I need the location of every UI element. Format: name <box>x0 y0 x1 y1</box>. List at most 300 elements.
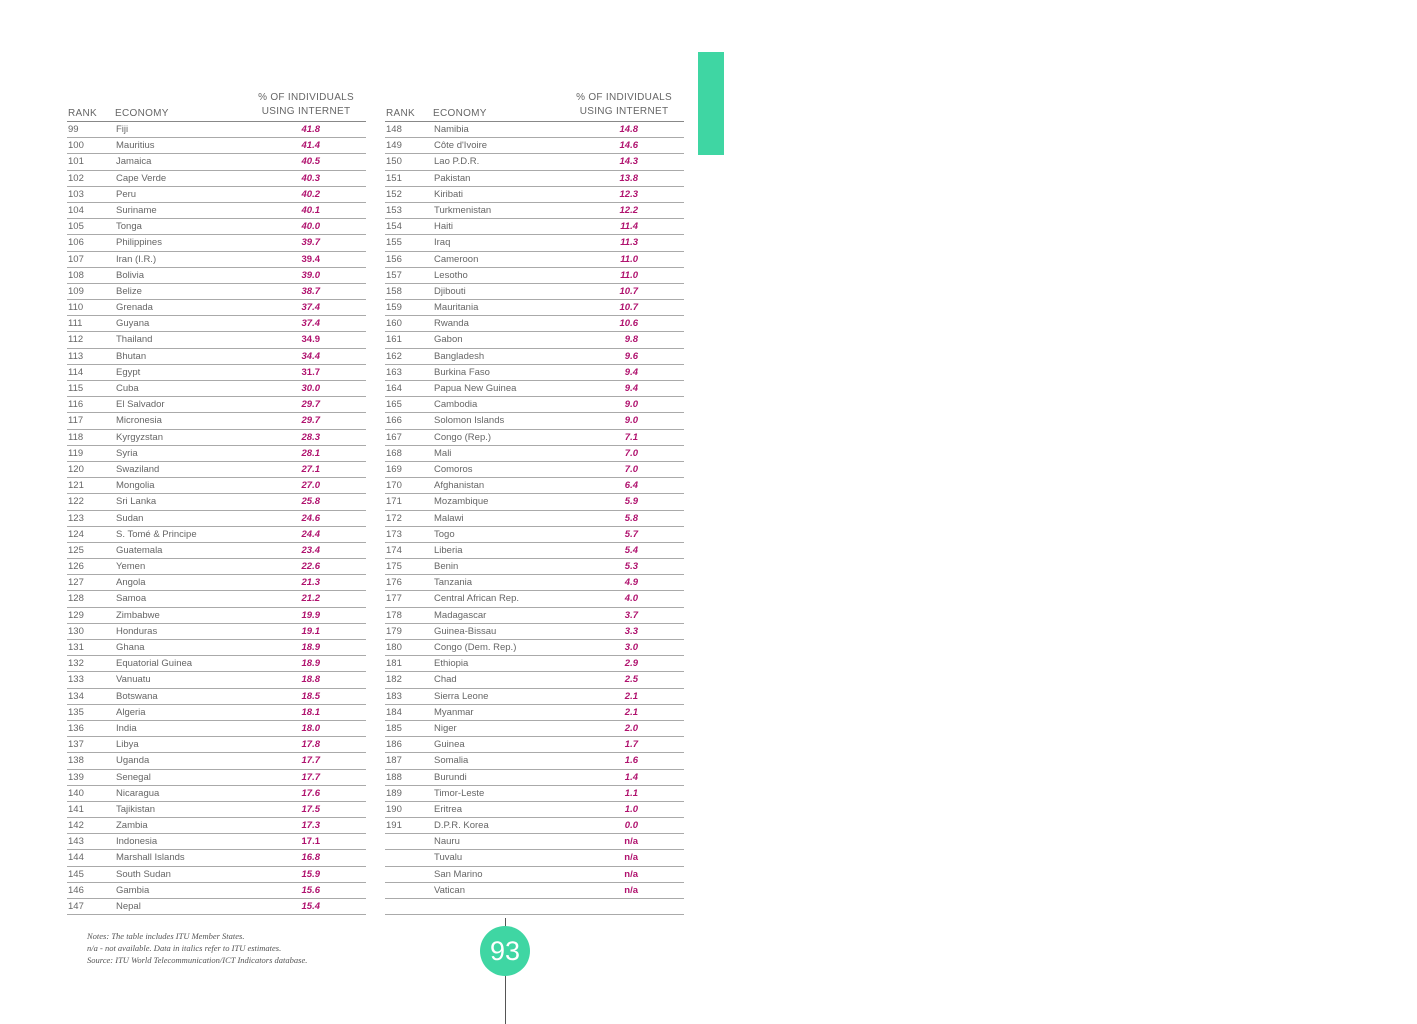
value-cell: 40.3 <box>301 172 320 184</box>
value-cell: 1.0 <box>624 803 638 815</box>
rank-cell: 148 <box>386 124 402 135</box>
table-row <box>385 543 684 559</box>
economy-cell: Peru <box>116 188 137 200</box>
rank-cell: 157 <box>386 269 402 281</box>
value-cell: 0.0 <box>624 820 638 832</box>
economy-cell: Senegal <box>116 771 151 783</box>
economy-cell: Solomon Islands <box>434 415 505 427</box>
value-cell: 12.3 <box>619 188 638 200</box>
value-cell: 6.4 <box>624 480 638 492</box>
table-row <box>385 268 684 284</box>
value-cell: 21.3 <box>301 577 320 589</box>
rank-cell: 153 <box>386 204 402 216</box>
rank-cell: 117 <box>68 415 84 427</box>
rank-cell: 185 <box>386 722 402 734</box>
table-row <box>385 365 684 381</box>
rank-cell: 127 <box>68 577 84 589</box>
rank-cell: 145 <box>68 868 84 880</box>
right-table-body <box>385 122 684 915</box>
economy-cell: Ethiopia <box>434 658 469 670</box>
left-table <box>67 92 366 915</box>
economy-cell: Afghanistan <box>434 480 485 492</box>
value-cell: 34.9 <box>301 334 320 346</box>
rank-cell: 168 <box>386 447 402 459</box>
rank-cell: 146 <box>68 884 84 896</box>
rank-cell: 108 <box>68 269 84 281</box>
table-row <box>385 624 684 640</box>
value-cell: 14.6 <box>619 140 638 152</box>
value-cell: 40.1 <box>301 204 320 216</box>
table-row <box>385 802 684 818</box>
rank-cell: 171 <box>386 496 402 508</box>
rank-cell: 184 <box>386 706 402 718</box>
value-cell: 5.4 <box>624 544 638 556</box>
economy-cell: Cape Verde <box>116 172 167 184</box>
table-row <box>385 235 684 251</box>
table-row <box>67 591 366 607</box>
table-row <box>67 689 366 705</box>
economy-cell: Zimbabwe <box>116 609 160 621</box>
economy-cell: Guyana <box>116 318 150 330</box>
rank-cell: 178 <box>386 609 402 621</box>
value-cell: 7.0 <box>624 463 638 475</box>
economy-cell: Thailand <box>116 334 153 346</box>
economy-cell: El Salvador <box>116 399 165 411</box>
table-row <box>385 753 684 769</box>
table-row <box>385 381 684 397</box>
rank-cell: 132 <box>68 658 84 670</box>
value-cell: 24.6 <box>301 512 320 524</box>
table-row <box>67 203 366 219</box>
value-cell: 18.1 <box>301 706 320 718</box>
value-cell: 15.9 <box>301 868 320 880</box>
table-row <box>67 543 366 559</box>
value-cell: 39.4 <box>301 253 320 265</box>
economy-cell: Belize <box>116 285 142 297</box>
economy-cell: Nauru <box>434 836 460 848</box>
table-row <box>385 430 684 446</box>
rank-cell: 114 <box>68 366 84 378</box>
rank-cell: 190 <box>386 803 402 815</box>
rank-cell: 123 <box>68 512 84 524</box>
economy-cell: Mozambique <box>434 496 489 508</box>
value-cell: 4.9 <box>624 577 638 589</box>
table-row <box>385 203 684 219</box>
value-cell: 11.0 <box>620 269 638 281</box>
table-row <box>385 349 684 365</box>
rank-cell: 147 <box>68 901 84 912</box>
rank-cell: 107 <box>68 253 84 265</box>
table-row <box>67 268 366 284</box>
economy-cell: Sierra Leone <box>434 690 489 702</box>
rank-cell: 180 <box>386 642 402 653</box>
header-economy: ECONOMY <box>433 108 487 119</box>
rank-cell: 182 <box>386 674 402 686</box>
economy-cell: Fiji <box>116 124 129 135</box>
economy-cell: Tajikistan <box>116 803 156 815</box>
economy-cell: Mongolia <box>116 480 155 492</box>
economy-cell: Nepal <box>116 901 141 912</box>
economy-cell: Guinea-Bissau <box>434 625 497 637</box>
economy-cell: Turkmenistan <box>434 204 492 216</box>
rank-cell: 135 <box>68 706 84 718</box>
table-row <box>385 899 684 915</box>
rank-cell: 179 <box>386 625 402 637</box>
table-row <box>385 332 684 348</box>
rank-cell: 139 <box>68 771 84 783</box>
economy-cell: Jamaica <box>116 156 152 168</box>
table-row <box>67 349 366 365</box>
value-cell: 18.0 <box>301 722 320 734</box>
value-cell: 17.6 <box>301 787 320 799</box>
rank-cell: 118 <box>68 431 84 443</box>
economy-cell: Nicaragua <box>116 787 160 799</box>
rank-cell: 160 <box>386 318 402 330</box>
value-cell: 29.7 <box>301 415 320 427</box>
table-row <box>385 770 684 786</box>
value-cell: n/a <box>624 884 638 896</box>
economy-cell: Gambia <box>116 884 150 896</box>
value-cell: 9.0 <box>624 415 638 427</box>
economy-cell: Rwanda <box>434 318 469 330</box>
rank-cell: 151 <box>386 172 402 184</box>
value-cell: 29.7 <box>301 399 320 411</box>
rank-cell: 122 <box>68 496 84 508</box>
table-row <box>385 154 684 170</box>
economy-cell: Guinea <box>434 739 465 751</box>
table-row <box>67 899 366 915</box>
value-cell: 40.0 <box>301 221 320 233</box>
value-cell: 9.6 <box>624 350 638 362</box>
rank-cell: 174 <box>386 544 402 556</box>
economy-cell: Comoros <box>434 463 473 475</box>
table-row <box>67 219 366 235</box>
rank-cell: 102 <box>68 172 84 184</box>
value-cell: 30.0 <box>301 383 320 394</box>
rank-cell: 115 <box>68 383 84 394</box>
rank-cell: 140 <box>68 787 84 799</box>
left-table-body <box>67 122 366 915</box>
economy-cell: Cambodia <box>434 399 478 411</box>
economy-cell: Tanzania <box>434 577 473 589</box>
value-cell: 23.4 <box>301 544 320 556</box>
value-cell: 9.8 <box>624 334 638 346</box>
table-row <box>67 624 366 640</box>
economy-cell: Yemen <box>116 561 146 573</box>
economy-cell: Syria <box>116 447 138 459</box>
economy-cell: Papua New Guinea <box>434 383 517 394</box>
table-row <box>385 527 684 543</box>
value-cell: 41.8 <box>301 124 320 135</box>
value-cell: 15.6 <box>301 884 320 896</box>
rank-cell: 143 <box>68 836 84 848</box>
table-row <box>67 770 366 786</box>
table-row <box>67 154 366 170</box>
rank-cell: 166 <box>386 415 402 427</box>
rank-cell: 136 <box>68 722 84 734</box>
economy-cell: D.P.R. Korea <box>434 820 489 832</box>
table-row <box>67 316 366 332</box>
economy-cell: Madagascar <box>434 609 487 621</box>
economy-cell: Zambia <box>116 820 148 832</box>
rank-cell: 125 <box>68 544 84 556</box>
rank-cell: 152 <box>386 188 402 200</box>
table-row <box>67 252 366 268</box>
economy-cell: Gabon <box>434 334 463 346</box>
table-row <box>385 171 684 187</box>
economy-cell: Equatorial Guinea <box>116 658 193 670</box>
economy-cell: Indonesia <box>116 836 158 848</box>
annex-label: Annex 5 <box>1403 130 1417 182</box>
value-cell: 17.7 <box>301 771 320 783</box>
rank-cell: 186 <box>386 739 402 751</box>
value-cell: 10.7 <box>619 302 638 314</box>
economy-cell: Myanmar <box>434 706 474 718</box>
rank-cell: 170 <box>386 480 402 492</box>
table-row <box>385 850 684 866</box>
rank-cell: 106 <box>68 237 84 249</box>
economy-cell: Chad <box>434 674 457 686</box>
rank-cell: 103 <box>68 188 84 200</box>
value-cell: 10.6 <box>619 318 638 330</box>
table-header <box>67 92 366 122</box>
economy-cell: Namibia <box>434 124 469 135</box>
economy-cell: Algeria <box>116 706 146 718</box>
table-row <box>385 138 684 154</box>
economy-cell: Bangladesh <box>434 350 485 362</box>
rank-cell: 120 <box>68 463 84 475</box>
economy-cell: Libya <box>116 739 139 751</box>
table-row <box>67 883 366 899</box>
table-row <box>385 672 684 688</box>
economy-cell: Somalia <box>434 755 469 767</box>
value-cell: 34.4 <box>301 350 320 362</box>
table-row <box>385 446 684 462</box>
economy-cell: Niger <box>434 722 457 734</box>
value-cell: 3.0 <box>624 642 638 653</box>
economy-cell: Samoa <box>116 593 147 605</box>
value-cell: 5.9 <box>624 496 638 508</box>
table-row <box>385 478 684 494</box>
economy-cell: Marshall Islands <box>116 852 185 864</box>
rank-cell: 112 <box>68 334 84 346</box>
rank-cell: 169 <box>386 463 402 475</box>
value-cell: 2.1 <box>624 706 638 718</box>
table-row <box>67 332 366 348</box>
table-row <box>385 122 684 138</box>
rank-cell: 113 <box>68 350 84 362</box>
rank-cell: 104 <box>68 204 84 216</box>
economy-cell: India <box>116 722 137 734</box>
rank-cell: 121 <box>68 480 84 492</box>
note-line: Source: ITU World Telecommunication/ICT Indicators database. <box>87 955 308 965</box>
economy-cell: Cuba <box>116 383 139 394</box>
table-row <box>385 656 684 672</box>
table-row <box>385 187 684 203</box>
economy-cell: Sri Lanka <box>116 496 157 508</box>
table-row <box>67 381 366 397</box>
value-cell: n/a <box>624 852 638 864</box>
rank-cell: 188 <box>386 771 402 783</box>
economy-cell: Côte d'Ivoire <box>434 140 488 152</box>
table-row <box>385 316 684 332</box>
economy-cell: Congo (Rep.) <box>434 431 492 443</box>
rank-cell: 101 <box>68 156 84 168</box>
value-cell: 12.2 <box>619 204 638 216</box>
table-row <box>385 397 684 413</box>
value-cell: 7.1 <box>624 431 638 443</box>
value-cell: 2.5 <box>624 674 638 686</box>
value-cell: 17.3 <box>301 820 320 832</box>
economy-cell: Djibouti <box>434 285 466 297</box>
economy-cell: S. Tomé & Principe <box>116 528 197 540</box>
value-cell: 2.0 <box>624 722 638 734</box>
rank-cell: 129 <box>68 609 84 621</box>
value-cell: 28.3 <box>301 431 320 443</box>
rank-cell: 163 <box>386 366 402 378</box>
table-row <box>385 786 684 802</box>
value-cell: 28.1 <box>301 447 320 459</box>
rank-cell: 162 <box>386 350 402 362</box>
value-cell: 40.2 <box>301 188 320 200</box>
table-row <box>67 786 366 802</box>
page-number: 93 <box>480 926 530 976</box>
economy-cell: Ghana <box>116 642 145 653</box>
value-cell: 5.7 <box>624 528 638 540</box>
value-cell: 3.3 <box>624 625 638 637</box>
economy-cell: Bolivia <box>116 269 144 281</box>
table-row <box>385 300 684 316</box>
table-row <box>67 640 366 656</box>
rank-cell: 159 <box>386 302 402 314</box>
table-row <box>67 397 366 413</box>
table-row <box>67 834 366 850</box>
table-row <box>385 608 684 624</box>
table-row <box>67 527 366 543</box>
rank-cell: 99 <box>68 124 79 135</box>
value-cell: 13.8 <box>619 172 638 184</box>
table-row <box>67 138 366 154</box>
value-cell: 17.7 <box>301 755 320 767</box>
value-cell: 1.6 <box>624 755 638 767</box>
note-line: Notes: The table includes ITU Member States. <box>87 931 245 941</box>
economy-cell: Cameroon <box>434 253 479 265</box>
value-cell: 39.7 <box>301 237 320 249</box>
table-row <box>67 850 366 866</box>
table-row <box>67 413 366 429</box>
economy-cell: Burundi <box>434 771 467 783</box>
economy-cell: Mali <box>434 447 452 459</box>
economy-cell: Philippines <box>116 237 162 249</box>
table-row <box>67 478 366 494</box>
table-row <box>67 802 366 818</box>
table-row <box>67 672 366 688</box>
value-cell: 2.9 <box>624 658 638 670</box>
table-row <box>385 640 684 656</box>
table-row <box>385 737 684 753</box>
table-row <box>67 559 366 575</box>
value-cell: 9.4 <box>624 383 638 394</box>
rank-cell: 172 <box>386 512 402 524</box>
value-cell: 5.8 <box>624 512 638 524</box>
table-row <box>385 883 684 899</box>
value-cell: 18.9 <box>301 658 320 670</box>
table-row <box>385 462 684 478</box>
right-table <box>385 92 684 915</box>
note-line: n/a - not available. Data in italics refer to ITU estimates. <box>87 943 282 953</box>
rank-cell: 126 <box>68 561 84 573</box>
rank-cell: 111 <box>68 318 83 330</box>
rank-cell: 175 <box>386 561 402 573</box>
value-cell: 22.6 <box>301 561 320 573</box>
economy-cell: Lesotho <box>434 269 468 281</box>
table-notes <box>87 930 307 966</box>
rank-cell: 141 <box>68 803 84 815</box>
economy-cell: South Sudan <box>116 868 171 880</box>
annex-tab <box>698 52 1417 182</box>
value-cell: 38.7 <box>301 285 320 297</box>
rank-cell: 130 <box>68 625 84 637</box>
table-row <box>385 413 684 429</box>
economy-cell: Egypt <box>116 366 141 378</box>
value-cell: 37.4 <box>301 302 320 314</box>
value-cell: 1.7 <box>624 739 638 751</box>
value-cell: 16.8 <box>301 852 320 864</box>
table-row <box>67 737 366 753</box>
table-row <box>385 721 684 737</box>
table-row <box>67 494 366 510</box>
rank-cell: 155 <box>386 237 402 249</box>
value-cell: 9.4 <box>624 366 638 378</box>
economy-cell: Central African Rep. <box>434 593 520 605</box>
table-row <box>385 284 684 300</box>
rank-cell: 110 <box>68 302 84 314</box>
value-cell: 10.7 <box>619 285 638 297</box>
economy-cell: Iran (I.R.) <box>116 253 157 265</box>
economy-cell: Eritrea <box>434 803 462 815</box>
economy-cell: Lao P.D.R. <box>434 156 480 168</box>
economy-cell: Malawi <box>434 512 464 524</box>
table-row <box>67 300 366 316</box>
economy-cell: Benin <box>434 561 459 573</box>
economy-cell: Liberia <box>434 544 463 556</box>
rank-cell: 150 <box>386 156 402 168</box>
table-row <box>67 511 366 527</box>
economy-cell: Guatemala <box>116 544 163 556</box>
rank-cell: 131 <box>68 642 84 653</box>
value-cell: 4.0 <box>624 593 638 605</box>
economy-cell: Suriname <box>116 204 157 216</box>
value-cell: 7.0 <box>624 447 638 459</box>
rank-cell: 183 <box>386 690 402 702</box>
rank-cell: 154 <box>386 221 402 233</box>
economy-cell: San Marino <box>434 868 483 880</box>
rank-cell: 119 <box>68 447 84 459</box>
economy-cell: Mauritius <box>116 140 155 152</box>
table-row <box>67 656 366 672</box>
table-row <box>67 721 366 737</box>
table-row <box>67 235 366 251</box>
table-row <box>67 187 366 203</box>
table-row <box>385 591 684 607</box>
value-cell: 11.4 <box>620 221 638 233</box>
value-cell: 15.4 <box>301 901 320 912</box>
economy-cell: Pakistan <box>434 172 471 184</box>
table-row <box>67 818 366 834</box>
rank-cell: 189 <box>386 787 402 799</box>
rank-cell: 138 <box>68 755 84 767</box>
economy-cell: Burkina Faso <box>434 366 490 378</box>
